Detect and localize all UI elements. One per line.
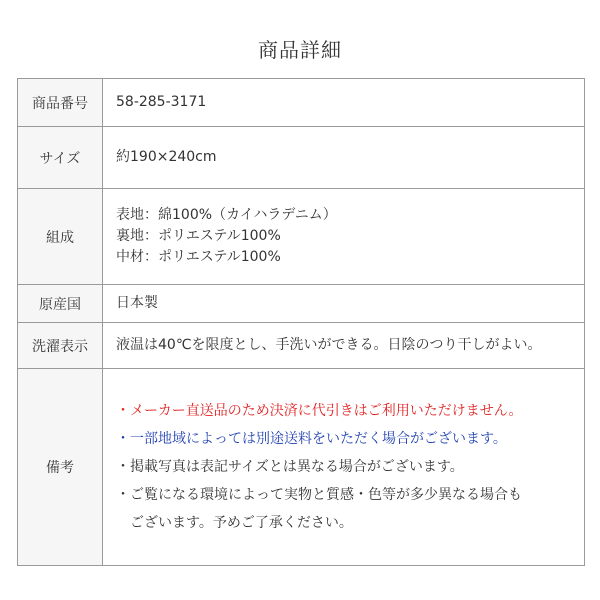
table-row-size [18,127,585,189]
note-item: ・ご覧になる環境によって実物と質感・色等が多少異なる場合も [116,487,522,503]
composition-outer: 表地：綿100%（カイハラデニム） [116,207,337,223]
row-value [103,323,585,369]
page-title: 商品詳細 [258,38,342,62]
origin-value: 日本製 [116,295,158,311]
note-item: ・メーカー直送品のため決済に代引きはご利用いただけません。 [116,403,523,419]
row-label: 商品番号 [18,79,103,127]
notes-list [116,397,578,537]
table-row-composition [18,189,585,285]
row-value [103,189,585,285]
table-row-notes [18,369,585,566]
size-value: 約190×240cm [116,149,217,165]
row-value [103,79,585,127]
row-value [103,127,585,189]
table-row-origin [18,285,585,323]
composition-filling: 中材：ポリエステル100% [116,249,281,265]
row-value [103,369,585,566]
note-item: ・掲載写真は表記サイズとは異なる場合がございます。 [116,459,464,475]
washing-value: 液温は40℃を限度とし、手洗いができる。日陰のつり干しがよい。 [116,337,542,353]
row-label: 洗濯表示 [18,323,103,369]
row-label: 原産国 [18,285,103,323]
note-item: ・一部地域によっては別途送料をいただく場合がございます。 [116,431,507,447]
row-label: 組成 [18,189,103,285]
product-number-value: 58-285-3171 [116,94,207,110]
table-row-product-number [18,79,585,127]
product-details-table [17,78,585,566]
table-row-washing [18,323,585,369]
row-label: 備考 [18,369,103,566]
row-value [103,285,585,323]
note-item: ございます。予めご了承ください。 [116,515,353,531]
row-label: サイズ [18,127,103,189]
composition-lining: 裏地：ポリエステル100% [116,228,281,244]
